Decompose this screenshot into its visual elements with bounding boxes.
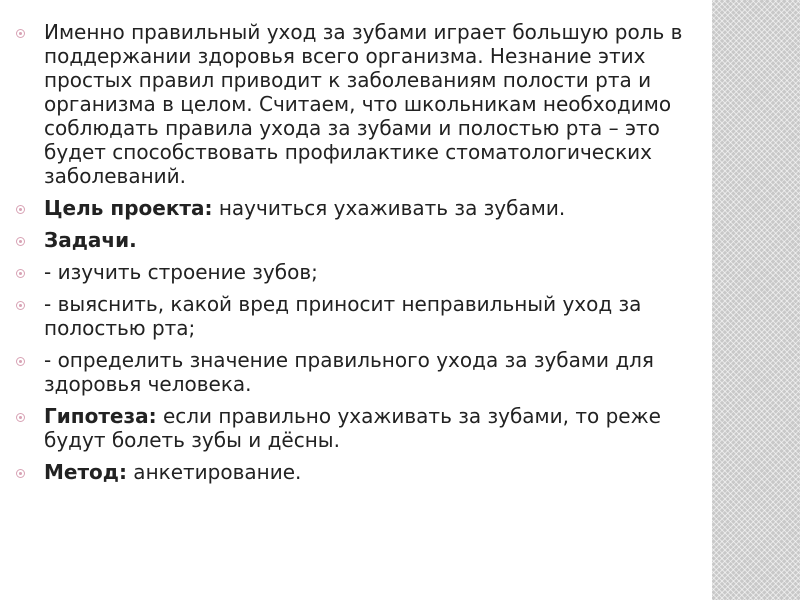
method-text: анкетирование.: [126, 460, 302, 484]
hypothesis-text: если правильно ухаживать за зубами, то реже будут болеть зубы и дёсны.: [44, 404, 661, 452]
list-item-hypothesis: [8, 404, 710, 452]
circle-bullet-icon: [16, 413, 25, 422]
task-text: - выяснить, какой вред приносит неправильный уход за полостью рта;: [44, 292, 642, 340]
task-text: - изучить строение зубов;: [44, 260, 318, 284]
list-item-task-3: [8, 348, 710, 396]
tasks-label: Задачи.: [44, 228, 137, 252]
goal-text: научиться ухаживать за зубами.: [212, 196, 566, 220]
goal-label: Цель проекта:: [44, 196, 213, 220]
decorative-side-panel: [712, 0, 800, 600]
list-item-method: [8, 460, 710, 484]
circle-bullet-icon: [16, 357, 25, 366]
method-label: Метод:: [44, 460, 127, 484]
intro-text: Именно правильный уход за зубами играет большую роль в поддержании здоровья всего организма. Незнание этих простых правил приводит к заболеваниям полости рта и организма в целом. Считаем, что школьникам необходимо соблюдать правила ухода за зубами и полостью рта – это будет способствовать профилактике стоматологических заболеваний.: [44, 20, 683, 188]
list-item-task-1: [8, 260, 710, 284]
circle-bullet-icon: [16, 29, 25, 38]
hypothesis-label: Гипотеза:: [44, 404, 157, 428]
bullet-list: [8, 20, 710, 492]
list-item-tasks: [8, 228, 710, 252]
list-item-task-2: [8, 292, 710, 340]
circle-bullet-icon: [16, 269, 25, 278]
circle-bullet-icon: [16, 301, 25, 310]
circle-bullet-icon: [16, 237, 25, 246]
circle-bullet-icon: [16, 469, 25, 478]
circle-bullet-icon: [16, 205, 25, 214]
task-text: - определить значение правильного ухода за зубами для здоровья человека.: [44, 348, 654, 396]
list-item-intro: [8, 20, 710, 188]
list-item-goal: [8, 196, 710, 220]
